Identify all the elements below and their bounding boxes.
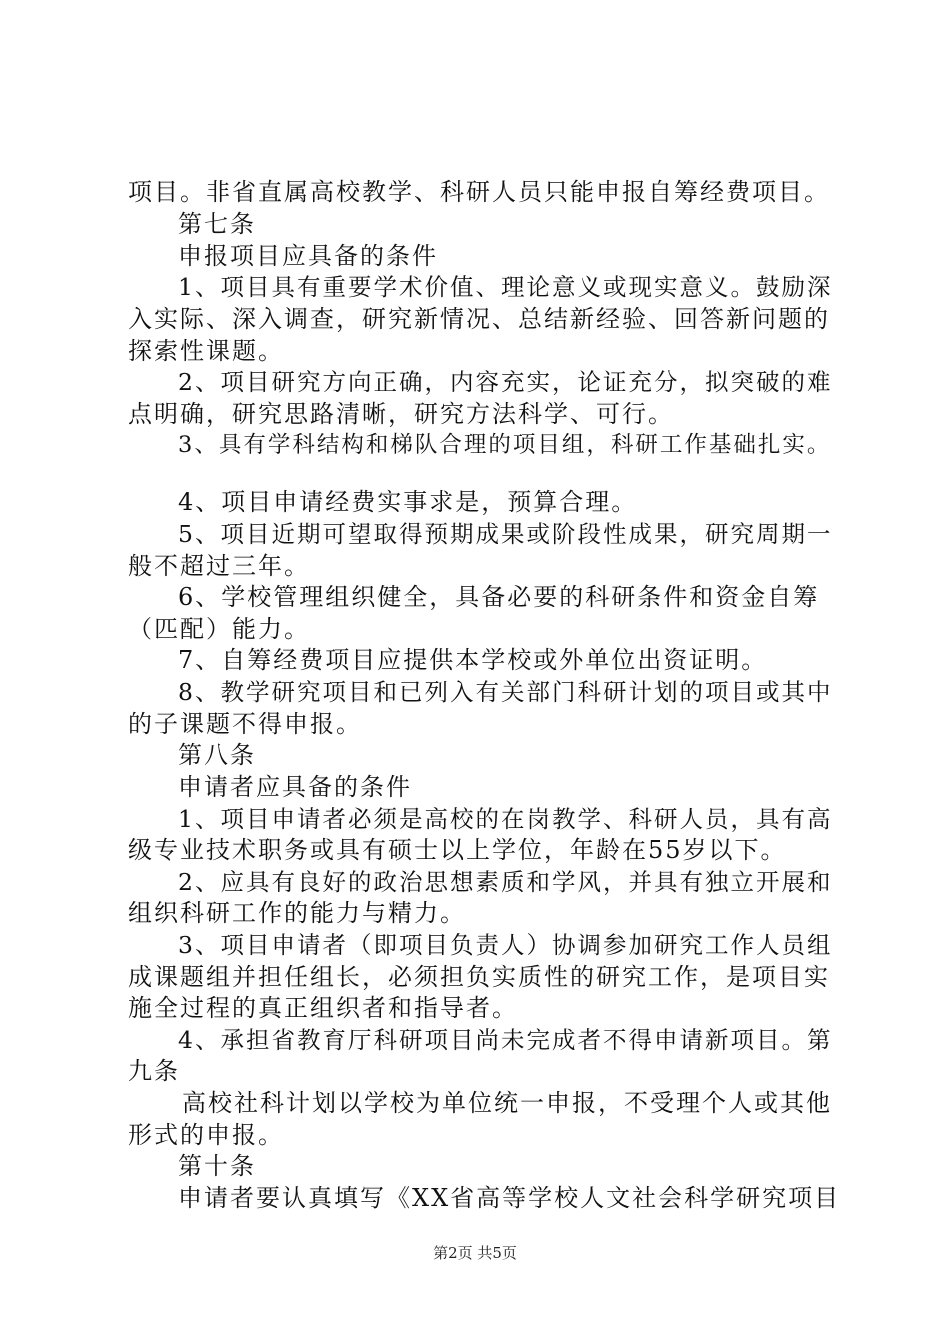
text-line: 3、具有学科结构和梯队合理的项目组，科研工作基础扎实。 (178, 432, 832, 458)
page-number: 第2页 共5页 (433, 1244, 517, 1262)
text-line: 2、应具有良好的政治思想素质和学风，并具有独立开展和 (178, 868, 833, 896)
text-line: 5、项目近期可望取得预期成果或阶段性成果，研究周期一 (178, 520, 833, 548)
section-heading: 申请者应具备的条件 (178, 773, 412, 801)
article-heading: 第十条 (178, 1152, 256, 1180)
text-line: 3、项目申请者（即项目负责人）协调参加研究工作人员组 (178, 931, 833, 959)
text-line: 1、项目申请者必须是高校的在岗教学、科研人员，具有高 (178, 805, 833, 833)
text-line: 的子课题不得申报。 (128, 710, 362, 738)
text-line: 7、自筹经费项目应提供本学校或外单位出资证明。 (178, 646, 768, 674)
article-heading: 第八条 (178, 741, 256, 769)
article-heading: 第七条 (178, 210, 256, 238)
text-line: （匹配）能力。 (128, 615, 310, 643)
section-heading: 申报项目应具备的条件 (178, 242, 438, 270)
text-line: 项目。非省直属高校教学、科研人员只能申报自筹经费项目。 (128, 178, 830, 206)
text-line: 4、承担省教育厅科研项目尚未完成者不得申请新项目。第 (178, 1026, 833, 1054)
text-line: 般不超过三年。 (128, 552, 310, 580)
text-line: 4、项目申请经费实事求是，预算合理。 (178, 488, 638, 516)
text-line: 8、教学研究项目和已列入有关部门科研计划的项目或其中 (178, 678, 833, 706)
text-line: 高校社科计划以学校为单位统一申报，不受理个人或其他 (182, 1089, 832, 1117)
text-line: 点明确，研究思路清晰，研究方法科学、可行。 (128, 400, 674, 428)
text-line: 施全过程的真正组织者和指导者。 (128, 994, 518, 1022)
text-line: 6、学校管理组织健全，具备必要的科研条件和资金自筹 (178, 583, 820, 611)
text-line: 成课题组并担任组长，必须担负实质性的研究工作，是项目实 (128, 963, 830, 991)
text-line: 1、项目具有重要学术价值、理论意义或现实意义。鼓励深 (178, 273, 833, 301)
text-line: 申请者要认真填写《XX省高等学校人文社会科学研究项目 (178, 1184, 841, 1212)
text-line: 入实际、深入调查，研究新情况、总结新经验、回答新问题的 (128, 305, 830, 333)
text-line: 探索性课题。 (128, 337, 284, 365)
text-line: 形式的申报。 (128, 1121, 284, 1149)
text-line: 级专业技术职务或具有硕士以上学位，年龄在55岁以下。 (128, 836, 787, 864)
text-line: 组织科研工作的能力与精力。 (128, 899, 466, 927)
text-line: 2、项目研究方向正确，内容充实，论证充分，拟突破的难 (178, 368, 833, 396)
article-heading: 九条 (128, 1057, 180, 1085)
